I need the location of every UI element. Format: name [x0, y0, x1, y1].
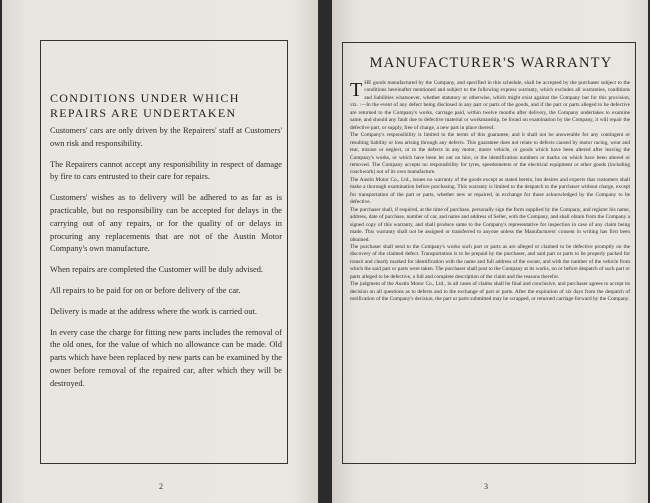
warranty-paragraph: The judgment of the Austin Motor Co., Ltd., in all cases of claims shall be final and conclusive, and purchaser agrees to accept its decision on all questions as to defects and to the exchange of part or parts. After the expiration of six days from the despatch of notification of the Company's decision, the part or parts submitted may be scrapped, or returned carriage forward by the Company. — [350, 281, 630, 303]
warranty-paragraph: The purchaser shall send to the Company's works such part or parts as are alleged or claimed to be defective promptly on the discovery of the claimed defect. Transportation is to be prepaid by the purchaser, and said part or parts to be properly packed for transit and clearly marked for identification with the name and full address of the owner, and with the number of the vehicle from which the said part or parts were taken. The purchaser shall post to the Company at its works, on or before despatch of such part or parts alleged to be defective, a full and complete description of the claim and the reasons therefor. — [350, 243, 630, 280]
conditions-paragraph: In every case the charge for fitting new parts includes the removal of the old ones, for the value of which no allowance can be made. Old parts which have been replaced by new parts can be examined by the owner before removal of the repaired car, after which they will be destroyed. — [50, 327, 282, 388]
left-page-number: 2 — [159, 482, 163, 491]
right-page — [332, 0, 648, 503]
warranty-paragraph: The Austin Motor Co., Ltd., issues no warranty of the goods except as stated herein, but desires and expects that customers shall make a thorough examination before purchasing. This warranty is limited to the despatch to the purchaser without charge, except for transportation of the part or parts, whether new or repaired, in exchange for those acknowledged by the Company to be defective. — [350, 176, 630, 206]
conditions-heading-line-1: CONDITIONS UNDER WHICH — [50, 91, 240, 105]
left-page — [2, 0, 318, 503]
conditions-paragraph: Customers' wishes as to delivery will be adhered to as far as is practicable, but no responsibility can be accepted for delays in the carrying out of any repairs, or for the quality of or delays in procuring any replacements that are not of the Austin Motor Company's own manufacture. — [50, 193, 282, 254]
warranty-first-paragraph — [350, 80, 630, 132]
conditions-paragraph: Delivery is made at the address where the work is carried out. — [50, 306, 257, 316]
warranty-heading: MANUFACTURER'S WARRANTY — [369, 55, 613, 71]
right-page-number: 3 — [484, 482, 488, 491]
dropcap-letter: T — [350, 79, 363, 101]
conditions-paragraph: All repairs to be paid for on or before delivery of the car. — [50, 285, 241, 295]
warranty-paragraph: The Company's responsibility is limited to the terms of this guarantee, and it shall not be answerable for any contingent or resulting liability or loss arising through any defects. This guarantee does not relate to defects caused by motor racing, wear and tear, misuse or neglect, or to the defects in any motor, motor vehicle, or goods which have been altered after leaving the Company's works, or which have been let out on hire, or the identification numbers or marks on which have been altered or removed. The Company accepts no responsibility for tyres, speedometers or the electrical equipment or other goods (including coachwork) not of its own manufacture. — [350, 132, 630, 176]
conditions-paragraph: When repairs are completed the Customer will be duly advised. — [50, 265, 264, 275]
warranty-first-paragraph-text: HE goods manufactured by the Company, and specified in this schedule, shall be accepted by the purchaser subject to the conditions hereinafter mentioned and subject to the following express warranty, which excludes all warranties, conditions and liabilities whatsoever, whether statutory or otherwise, which might exist against the Company but for this provision, viz. :—In the event of any defect being disclosed in any part or parts of the goods, and if the part or parts alleged to be defective are returned to the Company's works, carriage paid, within twelve months after delivery, the Company undertakes to examine same, and should any fault due to defective material or workmanship, be found on examination by the Company, it will repair the defective part, or supply, free of charge, a new part in place thereof. — [350, 80, 630, 131]
warranty-paragraph: The purchaser shall, if required, at the time of purchase, personally sign the form supplied by the Company, and register his name, address, date of purchase, number of car, and name and address of Seller, with the Company, and shall obtain from the Company a signed copy of this warranty, and shall produce same to the Company's representative for inspection in case of any claim being made. This warranty shall not be assigned or transferred to anyone unless the Manufacturers' consent in writing has first been obtained. — [350, 206, 630, 243]
conditions-body — [50, 125, 282, 399]
warranty-body — [350, 80, 630, 304]
conditions-heading-line-2: REPAIRS ARE UNDERTAKEN — [50, 106, 237, 120]
conditions-paragraph: Customers' cars are only driven by the Repairers' staff at Customers' own risk and responsibility. — [50, 126, 282, 148]
conditions-paragraph: The Repairers cannot accept any responsibility in respect of damage by fire to cars entrusted to their care for repairs. — [50, 159, 282, 182]
conditions-heading — [50, 91, 282, 121]
